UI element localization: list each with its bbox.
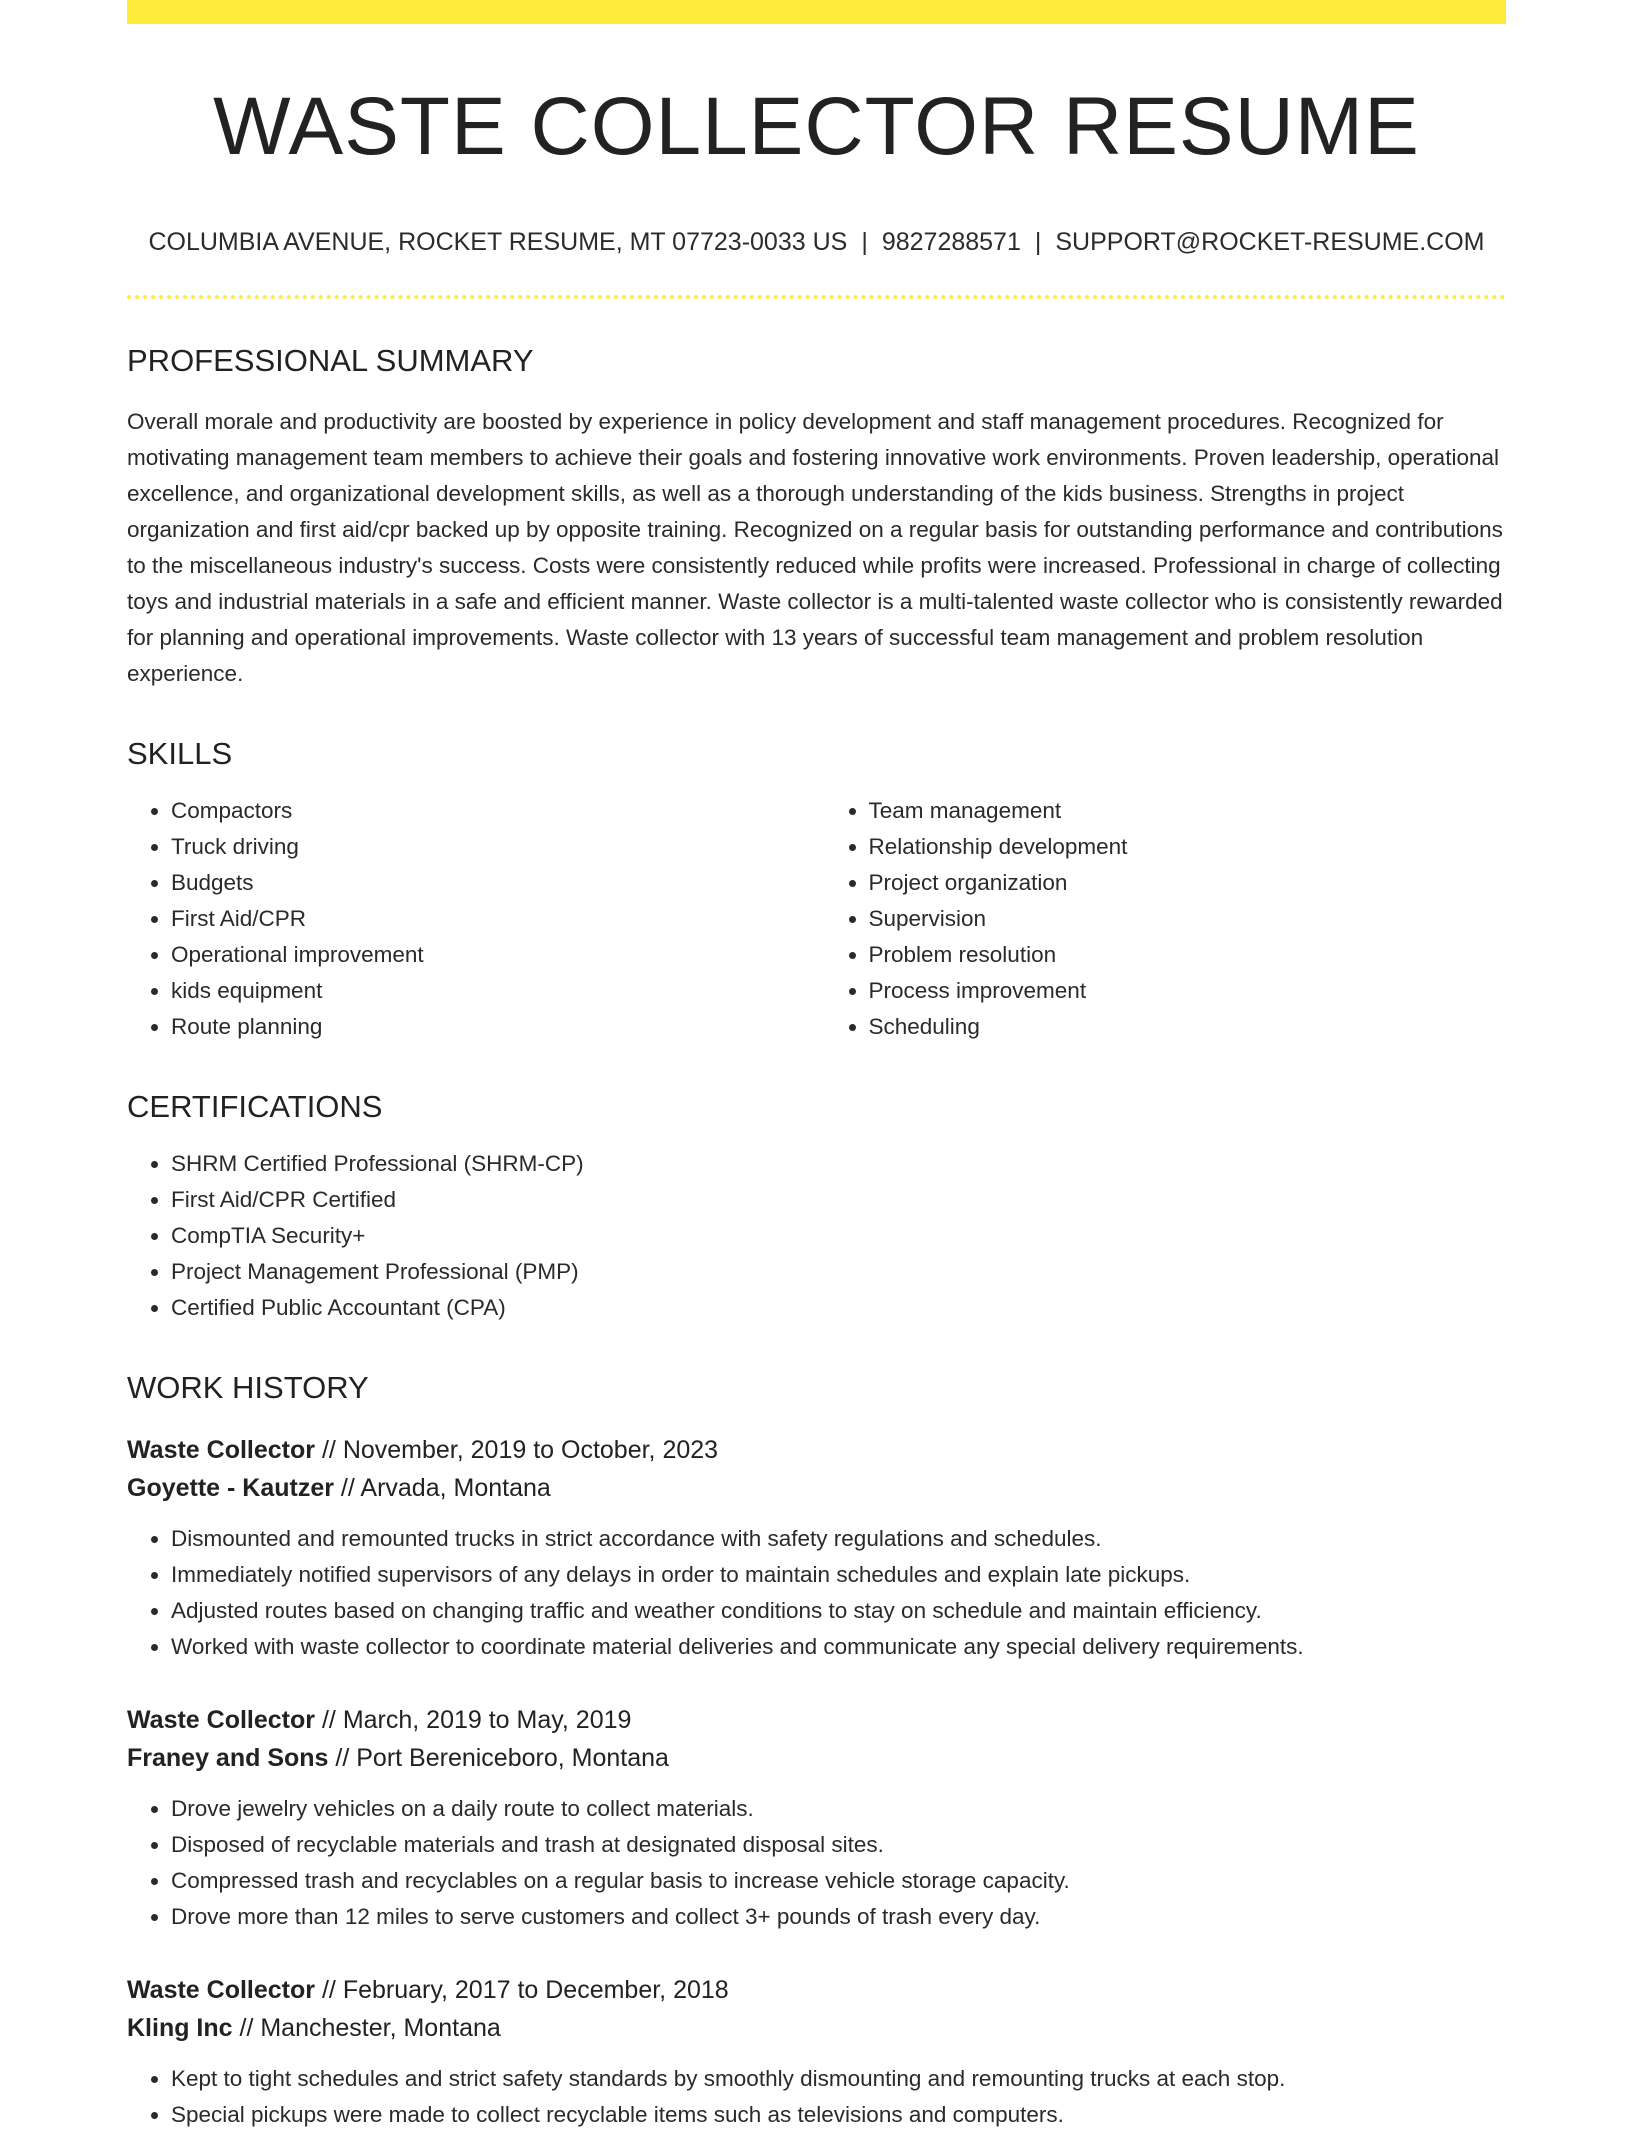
job-bullet: • Drove jewelry vehicles on a daily route to collect materials. [171, 1791, 1506, 1827]
summary-section [127, 345, 1506, 692]
skill-item: • Compactors [171, 793, 817, 829]
summary-heading: PROFESSIONAL SUMMARY [127, 343, 534, 379]
job-bullet: • Immediately notified supervisors of any delays in order to maintain schedules and explain late pickups. [171, 1557, 1506, 1593]
contact-separator: | [861, 228, 868, 257]
certification-item: • Certified Public Accountant (CPA) [171, 1290, 1506, 1326]
job-separator: // [328, 1744, 357, 1773]
job-title-line [127, 1971, 1506, 2009]
resume-page [127, 0, 1506, 2133]
contact-address: COLUMBIA AVENUE, ROCKET RESUME, MT 07723-0033 US [148, 228, 848, 257]
job-title: Waste Collector [127, 1436, 316, 1465]
skill-item: • kids equipment [171, 973, 817, 1009]
skill-item: • Truck driving [171, 829, 817, 865]
job-company: Goyette - Kautzer [127, 1474, 334, 1503]
work-history-section [127, 1372, 1506, 2133]
skill-item: • Relationship development [869, 829, 1507, 865]
job-bullet: • Drove more than 12 miles to serve customers and collect 3+ pounds of trash every day. [171, 1899, 1506, 1935]
skill-item: • Process improvement [869, 973, 1507, 1009]
job-company: Kling Inc [127, 2014, 233, 2043]
skills-list-right [817, 793, 1507, 1045]
job-bullet: • Special pickups were made to collect recyclable items such as televisions and computers. [171, 2097, 1506, 2133]
job-separator: // [315, 1706, 343, 1735]
job-location: Port Bereniceboro, Montana [356, 1744, 669, 1773]
job-separator: // [315, 1976, 343, 2005]
job-bullets [127, 1791, 1506, 1935]
job-company: Franey and Sons [127, 1744, 329, 1773]
contact-separator: | [1034, 228, 1042, 257]
skill-item: • Operational improvement [171, 937, 817, 973]
certification-item: • CompTIA Security+ [171, 1218, 1506, 1254]
resume-title: WASTE COLLECTOR RESUME [213, 81, 1420, 172]
dotted-divider [127, 295, 1506, 299]
skill-item: • Route planning [171, 1009, 817, 1045]
skill-item: • Project organization [869, 865, 1507, 901]
skills-section [127, 738, 1506, 1045]
job-bullet: • Kept to tight schedules and strict safety standards by smoothly dismounting and remounting trucks at each stop. [171, 2061, 1506, 2097]
job-title-line [127, 1701, 1506, 1739]
job-company-line [127, 1469, 1506, 1507]
certification-item: • First Aid/CPR Certified [171, 1182, 1506, 1218]
job-separator: // [333, 1474, 361, 1503]
job-dates: November, 2019 to October, 2023 [342, 1436, 719, 1465]
skill-item: • Supervision [869, 901, 1507, 937]
skill-item: • Budgets [171, 865, 817, 901]
job-bullets [127, 2061, 1506, 2133]
accent-bar [127, 0, 1506, 24]
job-dates: March, 2019 to May, 2019 [342, 1706, 632, 1735]
job-separator: // [232, 2014, 261, 2043]
job-bullet: • Adjusted routes based on changing traffic and weather conditions to stay on schedule and maintain efficiency. [171, 1593, 1506, 1629]
job-company-line [127, 2009, 1506, 2047]
job-dates: February, 2017 to December, 2018 [342, 1976, 729, 2005]
contact-email: SUPPORT@ROCKET-RESUME.COM [1055, 228, 1485, 257]
job-location: Arvada, Montana [360, 1474, 551, 1503]
job-entry [127, 1431, 1506, 1665]
job-bullet: • Compressed trash and recyclables on a regular basis to increase vehicle storage capacity. [171, 1863, 1506, 1899]
work-history-heading: WORK HISTORY [127, 1370, 369, 1406]
skill-item: • Scheduling [869, 1009, 1507, 1045]
job-bullet: • Dismounted and remounted trucks in strict accordance with safety regulations and schedules. [171, 1521, 1506, 1557]
job-entry [127, 1701, 1506, 1935]
skill-item: • First Aid/CPR [171, 901, 817, 937]
skills-columns [127, 793, 1506, 1045]
job-bullet: • Worked with waste collector to coordinate material deliveries and communicate any special delivery requirements. [171, 1629, 1506, 1665]
certifications-section [127, 1091, 1506, 1326]
job-bullet: • Disposed of recyclable materials and trash at designated disposal sites. [171, 1827, 1506, 1863]
skills-list-left [127, 793, 817, 1045]
job-title-line [127, 1431, 1506, 1469]
certifications-heading: CERTIFICATIONS [127, 1089, 383, 1125]
contact-phone: 9827288571 [881, 228, 1021, 257]
certification-item: • SHRM Certified Professional (SHRM-CP) [171, 1146, 1506, 1182]
skill-item: • Team management [869, 793, 1507, 829]
job-bullets [127, 1521, 1506, 1665]
summary-text: Overall morale and productivity are boosted by experience in policy development and staff management procedures. Recognized for motivating management team members to achieve their goals and fostering innovative work environments. Proven leadership, operational excellence, and organizational development skills, as well as a thorough understanding of the kids business. Strengths in project organization and first aid/cpr backed up by opposite training. Recognized on a regular basis for outstanding performance and contributions to the miscellaneous industry's success. Costs were consistently reduced while profits were increased. Professional in charge of collecting toys and industrial materials in a safe and efficient manner. Waste collector is a multi-talented waste collector who is consistently rewarded for planning and operational improvements. Waste collector with 13 years of successful team management and problem resolution experience. [127, 409, 1503, 687]
job-title: Waste Collector [127, 1976, 316, 2005]
skill-item: • Problem resolution [869, 937, 1507, 973]
certifications-list [127, 1146, 1506, 1326]
job-title: Waste Collector [127, 1706, 316, 1735]
job-company-line [127, 1739, 1506, 1777]
certification-item: • Project Management Professional (PMP) [171, 1254, 1506, 1290]
job-location: Manchester, Montana [260, 2014, 501, 2043]
skills-heading: SKILLS [127, 736, 233, 772]
contact-line [127, 228, 1506, 257]
job-separator: // [315, 1436, 343, 1465]
job-entry [127, 1971, 1506, 2133]
